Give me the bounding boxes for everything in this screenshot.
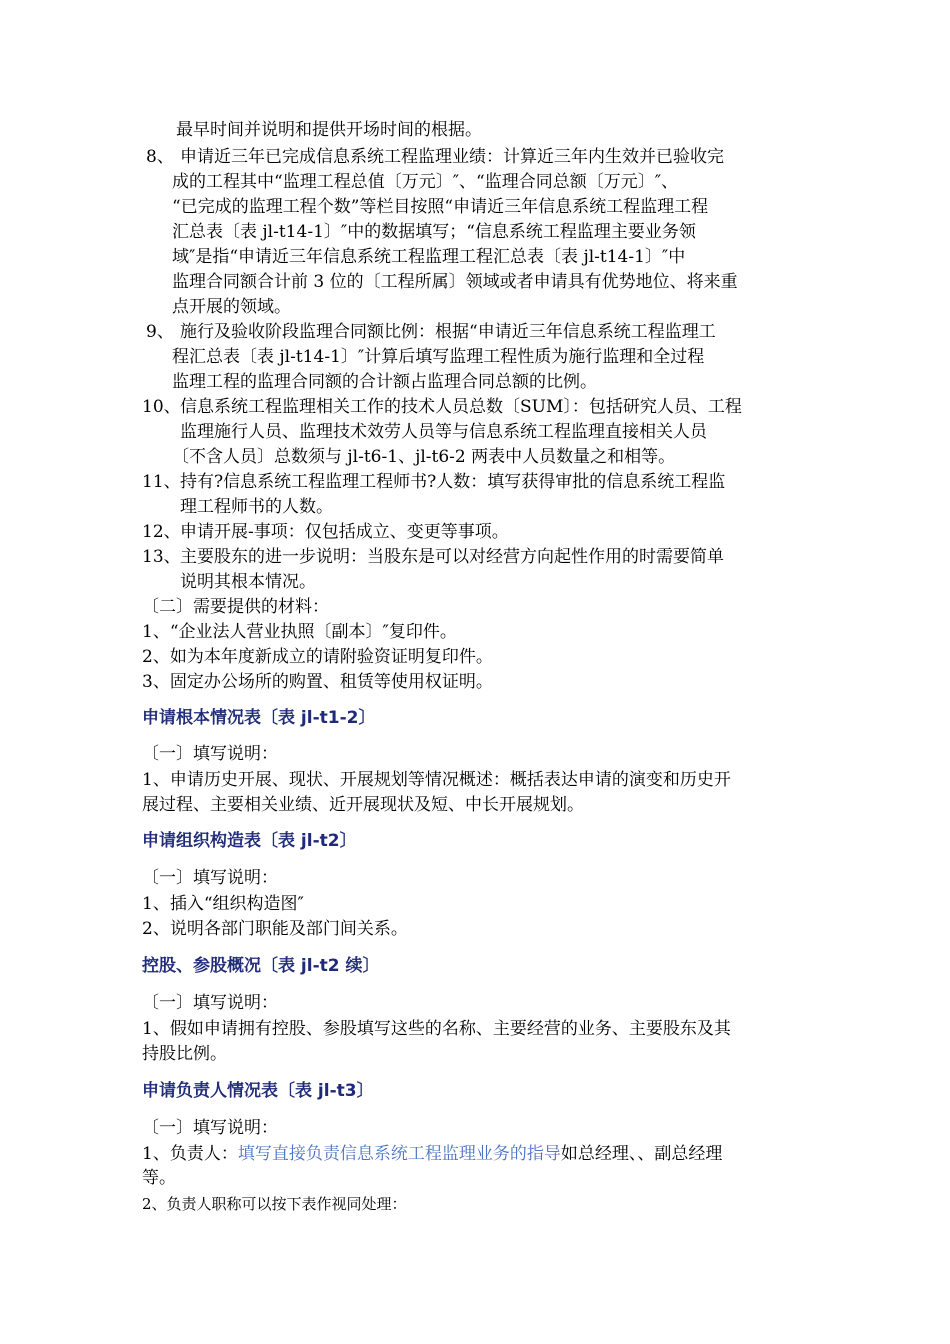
text-line: 持有?信息系统工程监理工程师书?人数：填写获得审批的信息系统工程监 <box>180 472 726 492</box>
item-number: 10、 <box>142 397 181 417</box>
text-line: 展过程、主要相关业绩、近开展现状及短、中长开展规划。 <box>142 795 584 815</box>
text-line: 1、假如申请拥有控股、参股填写这些的名称、主要经营的业务、主要股东及其 <box>142 1019 731 1039</box>
text-line: 理工程师书的人数。 <box>180 497 333 517</box>
text-line: 〔不含人员〕总数须与 jl-t6-1、jl-t6-2 两表中人员数量之和相等。 <box>172 447 676 467</box>
text-line: 监理合同额合计前 3 位的〔工程所属〕领域或者申请具有优势地位、将来重 <box>172 272 738 292</box>
text-line: 申请近三年已完成信息系统工程监理业绩：计算近三年内生效并已验收完 <box>180 147 724 167</box>
text-prefix: 1、负责人： <box>142 1144 238 1164</box>
text-line: 成的工程其中“监理工程总值〔万元〕″、“监理合同总额〔万元〕″、 <box>172 172 679 192</box>
text-line: 2、说明各部门职能及部门间关系。 <box>142 919 408 939</box>
text-line: 说明其根本情况。 <box>180 572 316 592</box>
section-heading: 申请负责人情况表〔表 jl-t3〕 <box>142 1081 374 1101</box>
subsection-title: 〔一〕填写说明： <box>142 1118 278 1138</box>
text-suffix: 如总经理、、副总经理 <box>560 1144 723 1164</box>
text-line: 域″是指“申请近三年信息系统工程监理工程汇总表〔表 jl-t14-1〕″中 <box>172 247 686 267</box>
text-line: 施行及验收阶段监理合同额比例：根据“申请近三年信息系统工程监理工 <box>180 322 716 342</box>
section-heading: 申请组织构造表〔表 jl-t2〕 <box>142 831 357 851</box>
item-number: 9、 <box>146 322 174 342</box>
list-item: 2、如为本年度新成立的请附验资证明复印件。 <box>142 647 493 667</box>
text-line: 监理施行人员、监理技术效劳人员等与信息系统工程监理直接相关人员 <box>180 422 707 442</box>
text-line: 汇总表〔表 jl-t14-1〕″中的数据填写；“信息系统工程监理主要业务领 <box>172 222 696 242</box>
subsection-title: 〔一〕填写说明： <box>142 868 278 888</box>
hyperlink[interactable]: 填写直接负责信息系统工程监理业务的指导 <box>237 1144 561 1164</box>
text-line: 等。 <box>142 1168 176 1188</box>
subsection-title: 〔二〕需要提供的材料： <box>142 597 329 617</box>
list-item: 1、“企业法人营业执照〔副本〕″复印件。 <box>142 622 457 642</box>
section-heading: 控股、参股概况〔表 jl-t2 续〕 <box>142 956 380 976</box>
text-line: 程汇总表〔表 jl-t14-1〕″计算后填写监理工程性质为施行监理和全过程 <box>172 347 705 367</box>
text-line: 最早时间并说明和提供开场时间的根据。 <box>176 120 482 140</box>
text-line: 1、申请历史开展、现状、开展规划等情况概述：概括表达申请的演变和历史开 <box>142 770 731 790</box>
subsection-title: 〔一〕填写说明： <box>142 744 278 764</box>
item-number: 11、 <box>142 472 181 492</box>
text-line: 申请开展-事项：仅包括成立、变更等事项。 <box>180 522 509 542</box>
list-item: 3、固定办公场所的购置、租赁等使用权证明。 <box>142 672 493 692</box>
text-line: “已完成的监理工程个数”等栏目按照“申请近三年信息系统工程监理工程 <box>172 197 709 217</box>
text-line: 监理工程的监理合同额的合计额占监理合同总额的比例。 <box>172 372 597 392</box>
text-line: 持股比例。 <box>142 1044 227 1064</box>
section-heading: 申请根本情况表〔表 jl-t1-2〕 <box>142 708 376 728</box>
text-line: 2、负责人职称可以按下表作视同处理： <box>142 1195 407 1213</box>
text-line: 主要股东的进一步说明：当股东是可以对经营方向起性作用的时需要简单 <box>180 547 724 567</box>
item-number: 12、 <box>142 522 181 542</box>
text-line: 1、插入“组织构造图″ <box>142 894 304 914</box>
subsection-title: 〔一〕填写说明： <box>142 993 278 1013</box>
text-line <box>142 1142 722 1166</box>
item-number: 8、 <box>146 147 174 167</box>
item-number: 13、 <box>142 547 181 567</box>
text-line: 点开展的领域。 <box>172 297 291 317</box>
text-line: 信息系统工程监理相关工作的技术人员总数〔SUM〕：包括研究人员、工程 <box>180 397 742 417</box>
